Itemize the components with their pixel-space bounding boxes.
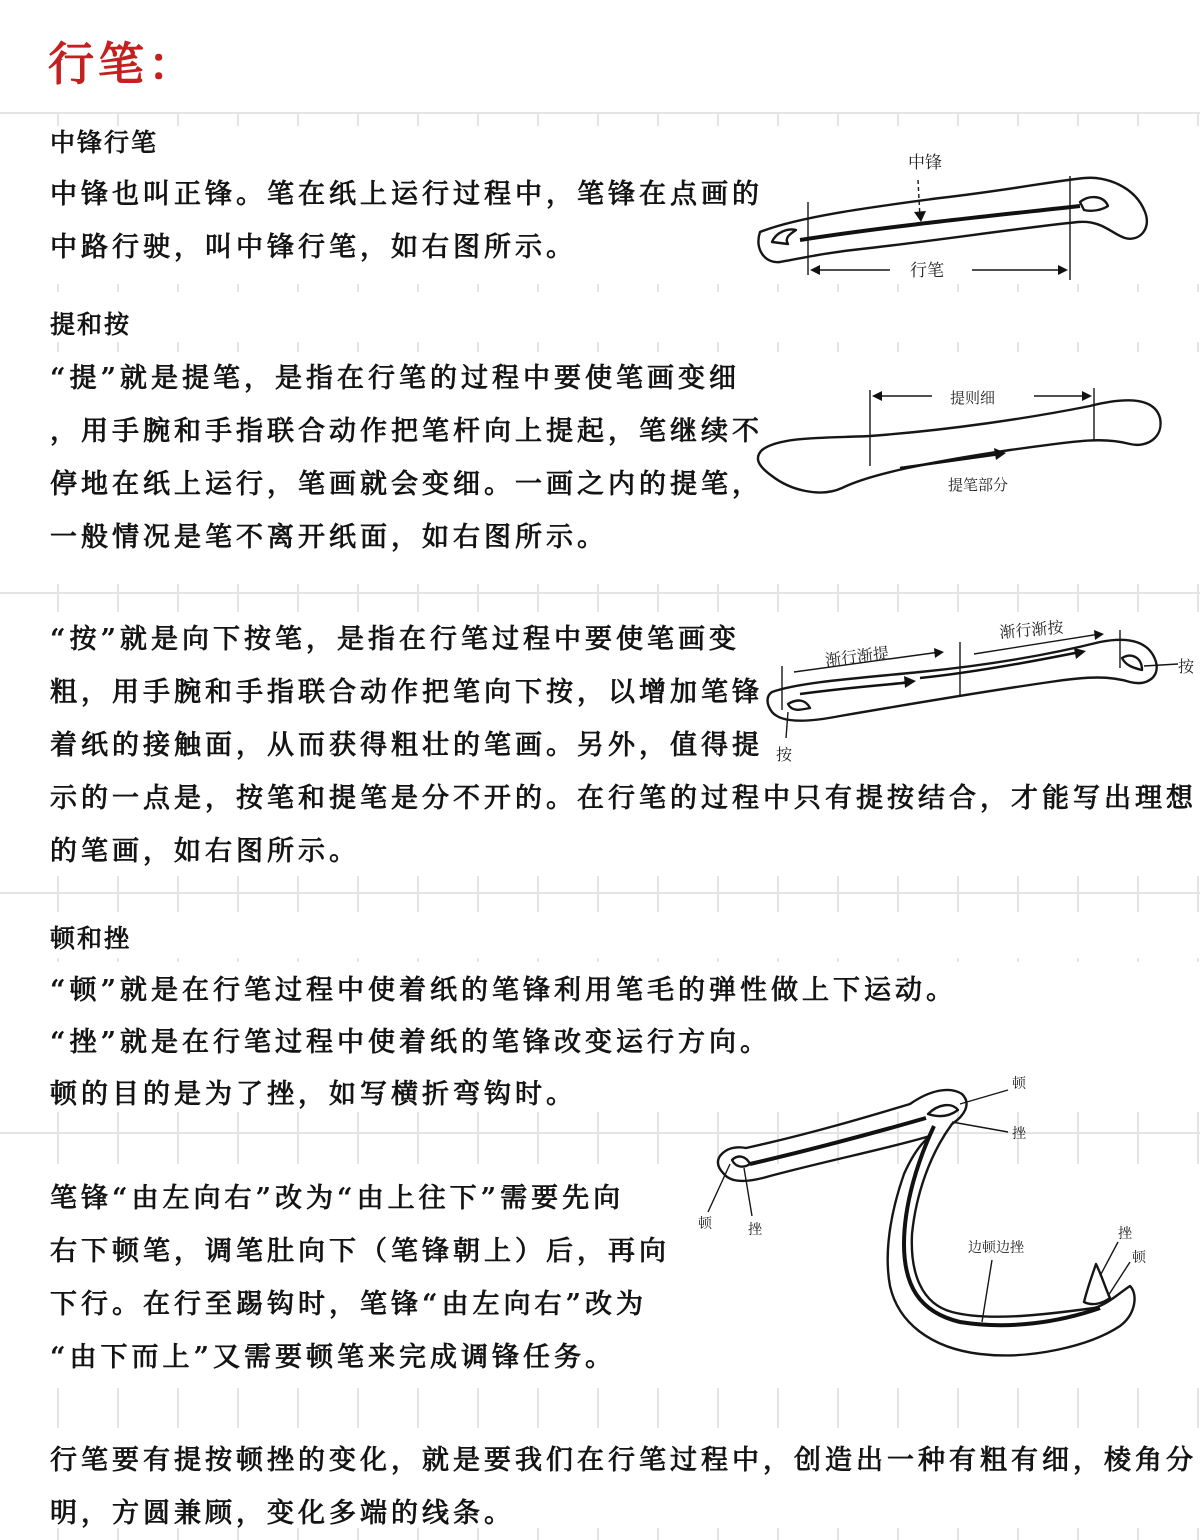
paragraph-line: 顿的目的是为了挫，如写横折弯钩时。 — [50, 1079, 577, 1110]
figure-label: 按 — [1178, 657, 1195, 676]
figure-label: 挫 — [1118, 1226, 1132, 1242]
section-heading-dun-cuo: 顿和挫 — [50, 924, 132, 953]
paragraph-line: 笔锋“由左向右”改为“由上往下”需要先向 — [50, 1183, 625, 1214]
section-heading-ti-an: 提和按 — [50, 310, 132, 339]
figure-label: 提则细 — [950, 389, 996, 407]
band — [0, 912, 1200, 958]
figure-label: 边顿边挫 — [968, 1240, 1024, 1256]
section-heading-zhongfeng: 中锋行笔 — [50, 128, 159, 157]
paragraph-line: 明，方圆兼顾，变化多端的线条。 — [50, 1498, 515, 1529]
paragraph-line: 着纸的接触面，从而获得粗壮的笔画。另外，值得提 — [50, 730, 763, 761]
zhongfeng-stroke-diagram — [740, 140, 1160, 300]
paragraph-line: 的笔画，如右图所示。 — [50, 836, 360, 867]
paragraph-line: 中路行驶，叫中锋行笔，如右图所示。 — [50, 232, 577, 263]
paragraph-line: 示的一点是，按笔和提笔是分不开的。在行笔的过程中只有提按结合，才能写出理想 — [50, 783, 1197, 814]
figure-label: 提笔部分 — [948, 476, 1009, 494]
paragraph-line: ，用手腕和手指联合动作把笔杆向上提起，笔继续不 — [50, 416, 763, 447]
paragraph-line: “挫”就是在行笔过程中使着纸的笔锋改变运行方向。 — [50, 1027, 772, 1058]
dun-cuo-stroke-diagram — [690, 1064, 1170, 1394]
paragraph-line: “提”就是提笔，是指在行笔的过程中要使笔画变细 — [50, 363, 741, 394]
page-title: 行笔： — [48, 37, 198, 91]
paragraph-line: 中锋也叫正锋。笔在纸上运行过程中，笔锋在点画的 — [50, 179, 763, 210]
paragraph-line: 下行。在行至踢钩时，笔锋“由左向右”改为 — [50, 1289, 648, 1320]
figure-label: 挫 — [1012, 1126, 1026, 1142]
figure-label: 顿 — [1012, 1076, 1026, 1092]
paragraph-line: 行笔要有提按顿挫的变化，就是要我们在行笔过程中，创造出一种有粗有细，棱角分 — [50, 1445, 1197, 1476]
figure-label: 按 — [776, 745, 793, 764]
paragraph-line: “顿”就是在行笔过程中使着纸的笔锋利用笔毛的弹性做上下运动。 — [50, 975, 958, 1006]
paragraph-line: 一般情况是笔不离开纸面，如右图所示。 — [50, 522, 608, 553]
figure-label: 渐行渐提 — [824, 643, 891, 670]
paragraph-line: 右下顿笔，调笔肚向下（笔锋朝上）后，再向 — [50, 1236, 670, 1267]
figure-label: 渐行渐按 — [998, 617, 1065, 642]
figure-label: 顿 — [698, 1216, 712, 1232]
an-stroke-diagram — [760, 612, 1200, 772]
ti-stroke-diagram — [750, 378, 1170, 508]
figure-label: 中锋 — [908, 153, 942, 173]
figure-label: 顿 — [1132, 1250, 1146, 1266]
paragraph-line: 停地在纸上运行，笔画就会变细。一画之内的提笔， — [50, 469, 763, 500]
figure-label: 行笔 — [910, 261, 944, 281]
paragraph-line: 粗，用手腕和手指联合动作把笔向下按，以增加笔锋 — [50, 677, 763, 708]
figure-label: 挫 — [748, 1222, 762, 1238]
paragraph-line: “由下而上”又需要顿笔来完成调锋任务。 — [50, 1342, 617, 1373]
paragraph-line: “按”就是向下按笔，是指在行笔过程中要使笔画变 — [50, 624, 741, 655]
